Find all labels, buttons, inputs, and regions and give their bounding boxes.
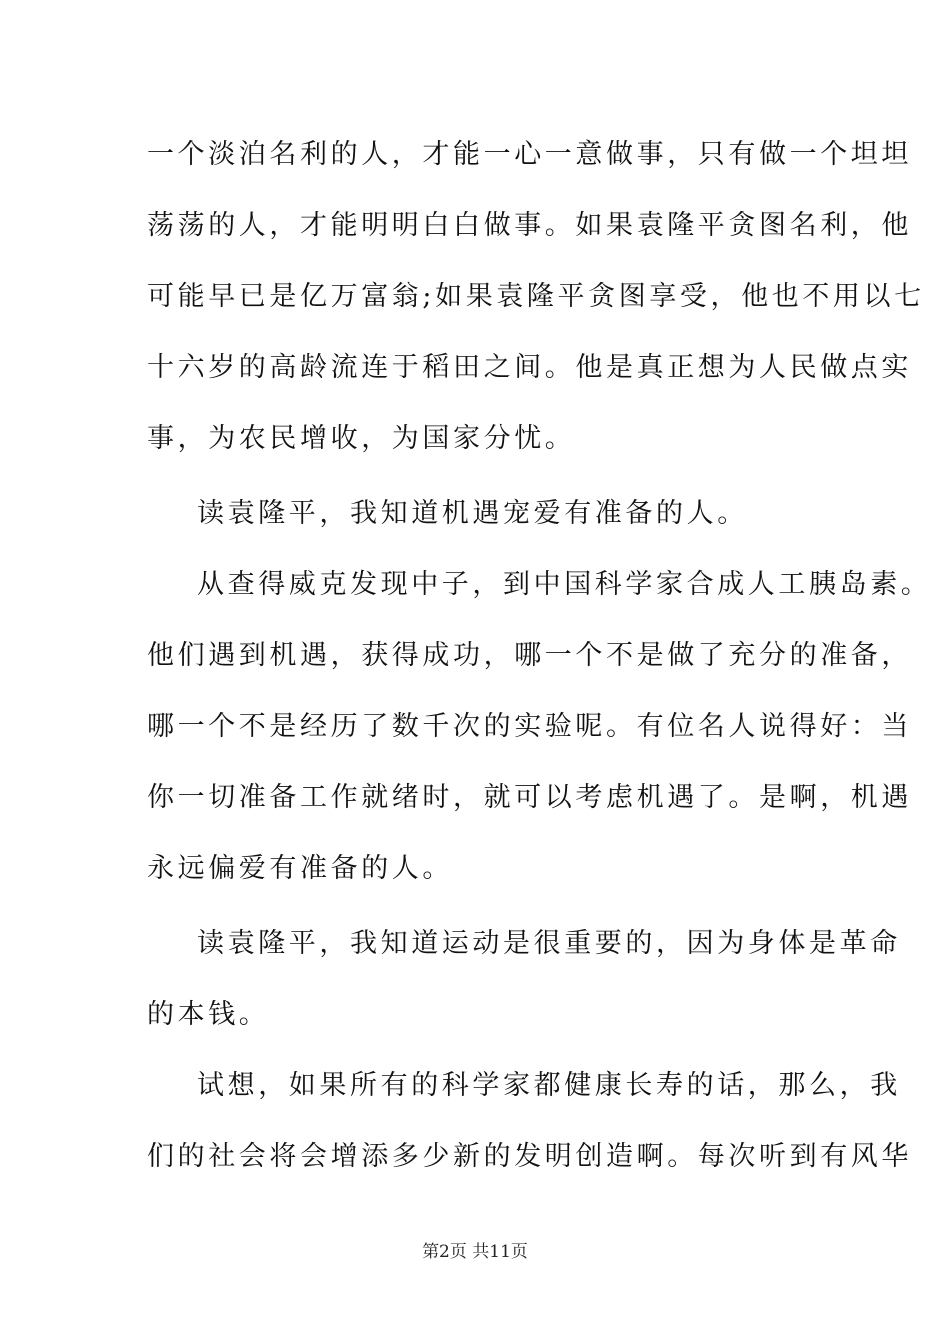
text-line: 他们遇到机遇，获得成功，哪一个不是做了充分的准备，: [147, 640, 912, 671]
text-line: 荡荡的人，才能明明白白做事。如果袁隆平贪图名利，他: [147, 210, 912, 241]
text-line: 永远偏爱有准备的人。: [147, 853, 453, 884]
text-line: 读袁隆平，我知道运动是很重要的，因为身体是革命: [197, 928, 901, 959]
page-number-footer: 第2页 共11页: [422, 1242, 528, 1262]
text-line: 读袁隆平，我知道机遇宠爱有准备的人。: [197, 498, 748, 529]
text-line: 们的社会将会增添多少新的发明创造啊。每次听到有风华: [147, 1141, 912, 1172]
text-line: 你一切准备工作就绪时，就可以考虑机遇了。是啊，机遇: [147, 782, 912, 813]
text-line: 从查得威克发现中子，到中国科学家合成人工胰岛素。: [197, 569, 932, 600]
text-line: 十六岁的高龄流连于稻田之间。他是真正想为人民做点实: [147, 352, 912, 383]
text-line: 试想，如果所有的科学家都健康长寿的话，那么，我: [197, 1070, 901, 1101]
text-line: 哪一个不是经历了数千次的实验呢。有位名人说得好：当: [147, 711, 912, 742]
text-line: 的本钱。: [147, 999, 270, 1030]
text-line: 一个淡泊名利的人，才能一心一意做事，只有做一个坦坦: [147, 139, 912, 170]
text-line: 事，为农民增收，为国家分忧。: [147, 423, 576, 454]
text-line: 可能早已是亿万富翁;如果袁隆平贪图享受，他也不用以七: [147, 281, 925, 312]
